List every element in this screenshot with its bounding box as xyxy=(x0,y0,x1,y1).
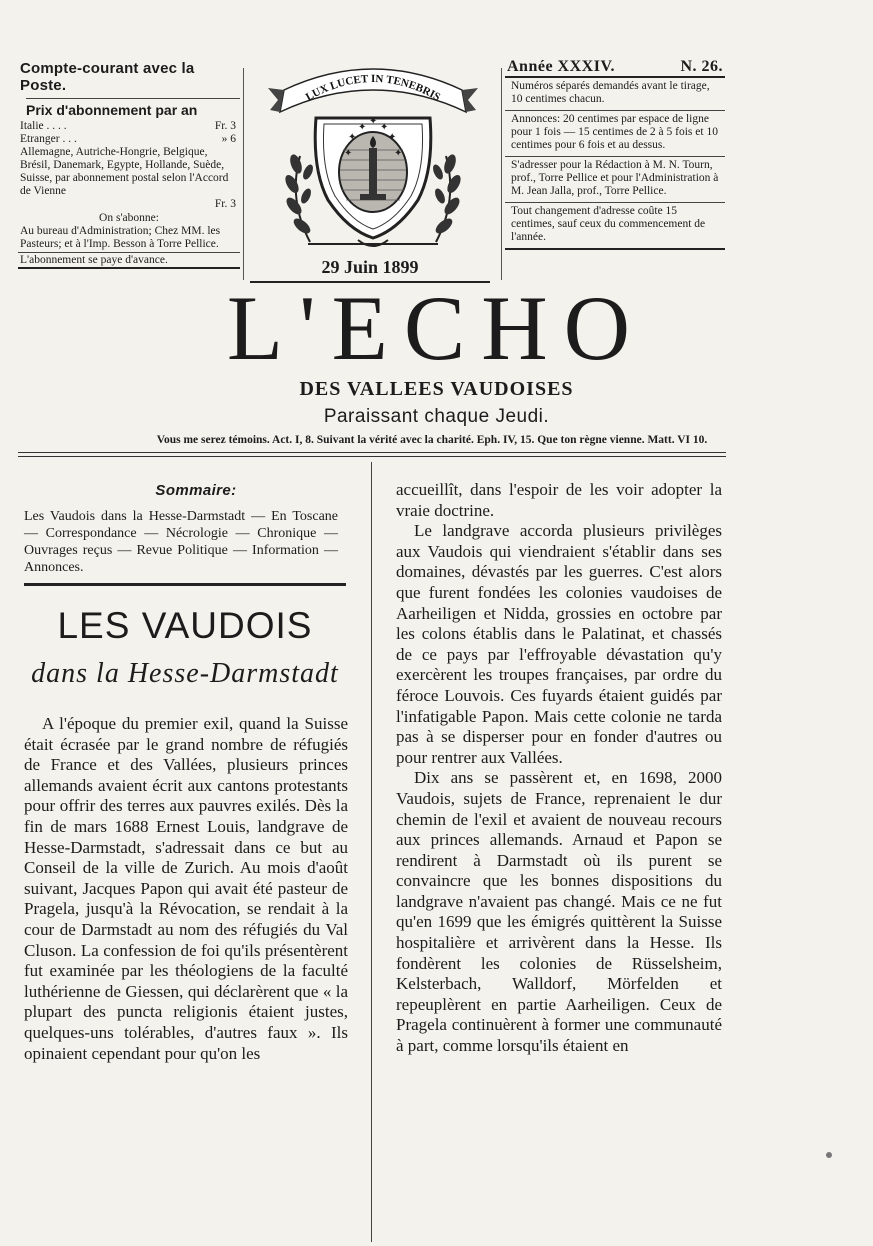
svg-text:✦: ✦ xyxy=(380,122,389,133)
article-column-left: A l'époque du premier exil, quand la Suisse était écrasée par le grand nombre de réfugiés de France et des Vallées, plusieurs princes allemands avaient écrit aux cantons protestants pour offrir des terres aux pauvres exilés. Dès la fin de mars 1688 Ernest Louis, landgrave de Hesse-Darmstadt, s'adressait dans ce but au Conseil de la ville de Zurich. Au mois d'août suivant, Jacques Papon qui avait été pasteur de Pragela, jusqu'à la Révocation, se rendait à la cour de Darmstadt au nom des réfugiés du Val Cluson. La confession de foi qu'ils présentèrent fut examinée par les théologiens de la faculté luthérienne de Giessen, qui déclarèrent que « la plupart des puncta religionis étaient justes, quelques-uns tolérables, d'autres faux ». Ils opinaient cependant pour qu'on les xyxy=(24,714,348,1063)
issue-date: 29 Juin 1899 xyxy=(250,257,490,283)
prices-title: Prix d'abonnement par an xyxy=(26,98,240,118)
issue-number xyxy=(505,58,725,76)
year-label: Année XXXIV. xyxy=(507,58,615,75)
emblem-svg xyxy=(248,60,498,260)
subscribe-text: Au bureau d'Administration; Chez MM. les Pasteurs; et à l'Imp. Besson à Torre Pellice. xyxy=(20,225,221,250)
countries-price: Fr. 3 xyxy=(214,198,236,210)
ink-spot xyxy=(826,1152,832,1158)
newspaper-title: L'ECHO xyxy=(226,277,647,379)
masthead-rule xyxy=(18,456,726,457)
article-title: LES VAUDOIS xyxy=(57,605,313,646)
header-divider xyxy=(243,68,244,280)
subscribe-title: On s'abonne: xyxy=(99,212,159,224)
article-subtitle: dans la Hesse-Darmstadt xyxy=(31,658,339,689)
countries-text: Allemagne, Autriche-Hongrie, Belgique, Brésil, Danemark, Egypte, Hollande, Suède, Suisse, par abonnement postal selon l'Accord de Vienne xyxy=(20,146,229,197)
ribbon-motto-text: LUX LUCET IN TENEBRIS xyxy=(303,72,443,104)
svg-text:✦: ✦ xyxy=(344,148,353,159)
ads-note: Annonces: 20 centimes par espace de ligne pour 1 fois — 15 centimes de 2 à 5 fois et 10 centimes pour 6 fois et au dessus. xyxy=(505,110,725,156)
address-change-note: Tout changement d'adresse coûte 15 centimes, sauf ceux du commencement de l'année. xyxy=(505,202,725,250)
svg-text:✦: ✦ xyxy=(348,132,357,143)
masthead-rule xyxy=(18,452,726,453)
scripture-motto: Vous me serez témoins. Act. I, 8. Suivant la vérité avec la charité. Eph. IV, 15. Que ton règne vienne. Matt. VI 10. xyxy=(156,434,708,446)
laurel-left-icon xyxy=(283,153,315,242)
svg-text:✦: ✦ xyxy=(388,132,397,143)
column-divider xyxy=(371,462,372,1242)
contact-note: S'adresser pour la Rédaction à M. N. Tourn, prof., Torre Pellice et pour l'Administration à M. Jean Jalla, prof., Torre Pellice. xyxy=(505,156,725,202)
candle-icon xyxy=(369,148,377,194)
price-label: Etranger . . . xyxy=(20,133,77,145)
emblem-seal xyxy=(248,60,498,260)
section-rule xyxy=(24,583,346,586)
svg-text:✦: ✦ xyxy=(369,116,378,127)
advance-note: L'abonnement se paye d'avance. xyxy=(18,252,240,269)
price-row xyxy=(18,133,240,146)
svg-text:✦: ✦ xyxy=(358,122,367,133)
article-column-right xyxy=(396,480,722,1057)
single-issue-note: Numéros séparés demandés avant le tirage, 10 centimes chacun. xyxy=(505,76,725,110)
article-paragraph: accueillît, dans l'espoir de les voir adopter la vraie doctrine. xyxy=(396,480,722,520)
article-paragraph: Le landgrave accorda plusieurs privilèges aux Vaudois qui viendraient s'établir dans ses domaines, dévastés par les guerres. C'est alors que furent fondées les colonies vaudoises de Aarheiligen et Nidda, grossies en octobre par les colons établis dans le Palatinat, et chassés de ce pays par l'effroyable dévastation qu'y exercèrent les troupes françaises, par ordre du féroce Louvois. Ces fuyards étaient guidés par l'infatigable Papon. Mais cette colonie ne tarda pas à se disperser pour en fonder d'autres ou pour rentrer aux Vallées. xyxy=(396,521,722,767)
subscription-box xyxy=(18,58,240,269)
summary-text: Les Vaudois dans la Hesse-Darmstadt — En Toscane — Correspondance — Nécrologie — Chronique — Ouvrages reçus — Revue Politique — Information — Annonces. xyxy=(24,509,338,575)
newspaper-subtitle: DES VALLEES VAUDOISES xyxy=(299,378,574,400)
number-label: N. 26. xyxy=(680,58,723,75)
header-divider xyxy=(501,68,502,280)
candlestick-base xyxy=(360,194,386,200)
price-row xyxy=(18,120,240,133)
laurel-right-icon xyxy=(431,153,463,242)
price-value: Fr. 3 xyxy=(214,120,236,132)
svg-text:✦: ✦ xyxy=(394,148,403,159)
article-paragraph: Dix ans se passèrent et, en 1698, 2000 Vaudois, sujets de France, reprenaient le dur chemin de l'exil et avaient de nouveau recours aux princes allemands. Arnaud et Papon se rendirent à Darmstadt où ils purent se convaincre que les bonnes dispositions du landgrave n'avaient pas changé. Mais ce ne fut qu'en 1699 que les émigrés quittèrent la Suisse hospitalière et arrivèrent dans la Hesse. Ils fondèrent les colonies de Rüsselsheim, Kelsterbach, Walldorf, Mörfelden et repeuplèrent en partie Aarheiligen. Ceux de Pragela continuèrent à former une communauté à part, comme lorsqu'ils étaient en xyxy=(396,768,722,1056)
issue-info-box xyxy=(505,58,725,250)
price-label: Italie . . . . xyxy=(20,120,67,132)
newspaper-tagline: Paraissant chaque Jeudi. xyxy=(323,406,550,427)
price-value: » 6 xyxy=(221,133,236,145)
account-line: Compte-courant avec la Poste. xyxy=(20,60,195,94)
summary-title: Sommaire: xyxy=(155,482,237,499)
